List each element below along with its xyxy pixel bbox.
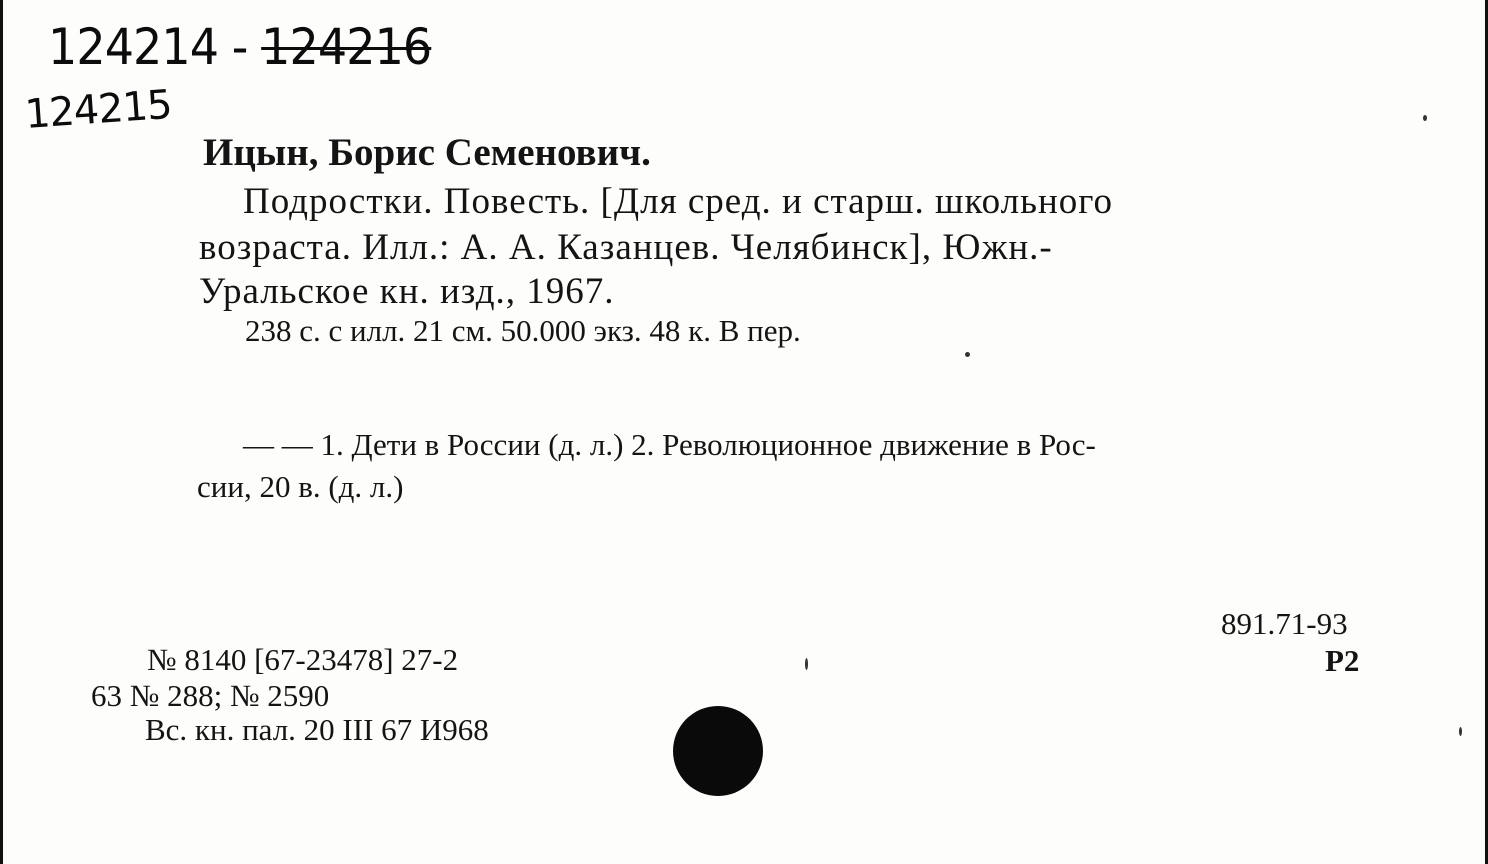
- scan-speck: [1423, 115, 1427, 121]
- subject-headings-line-1: — — 1. Дети в России (д. л.) 2. Революционное движение в Рос-: [243, 427, 1096, 462]
- order-number-line: № 8140 [67-23478] 27-2: [147, 642, 459, 677]
- handwritten-number-range: 124214 -: [48, 18, 248, 76]
- title-line-3: Уральское кн. изд., 1967.: [199, 271, 615, 312]
- title-line-1: Подростки. Повесть. [Для сред. и старш. школьного: [243, 181, 1114, 222]
- title-line-2: возраста. Илл.: А. А. Казанцев. Челябинск], Южн.-: [199, 227, 1053, 268]
- scan-speck: [805, 658, 808, 670]
- scan-speck: [965, 352, 970, 357]
- handwritten-struck-number: 124216: [261, 18, 432, 76]
- handwritten-inventory-number: 124215: [23, 81, 173, 138]
- classification-number: 891.71-93: [1221, 606, 1348, 641]
- author-heading: Ицын, Борис Семенович.: [203, 131, 651, 174]
- handwritten-inventory-numbers: [48, 18, 431, 76]
- scan-speck: [1459, 727, 1462, 736]
- punch-hole: [673, 706, 763, 796]
- classification-code: Р2: [1325, 643, 1360, 678]
- physical-description: 238 с. с илл. 21 см. 50.000 экз. 48 к. В пер.: [245, 313, 801, 348]
- subject-headings-line-2: сии, 20 в. (д. л.): [197, 469, 404, 504]
- registration-number-line: 63 № 288; № 2590: [91, 678, 330, 713]
- book-chamber-line: Вс. кн. пал. 20 III 67 И968: [145, 712, 489, 747]
